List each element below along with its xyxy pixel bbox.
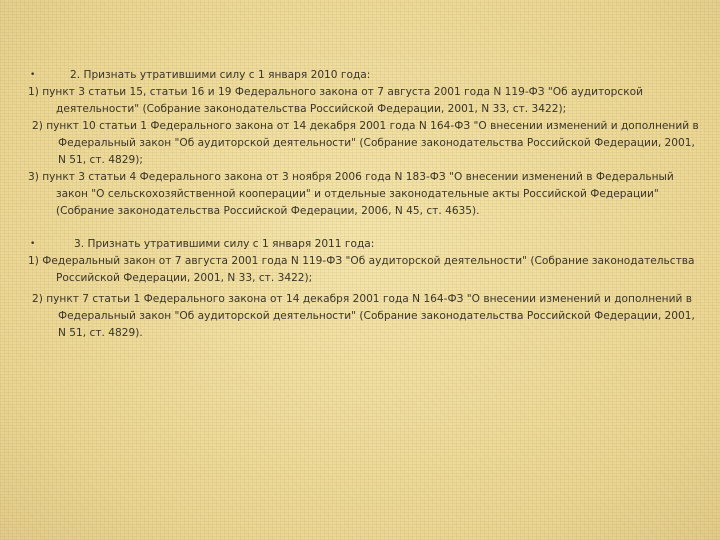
slide-body bbox=[28, 67, 700, 342]
section-heading-2011 bbox=[28, 236, 700, 253]
list-item: 3) пункт 3 статьи 4 Федерального закона от 3 ноября 2006 года N 183-ФЗ "О внесении изменений в Федеральный закон "О сельскохозяйственной кооперации" и отдельные законодательные акты Российской Федерации" (Собрание законодательства Российской Федерации, 2006, N 45, ст. 4635). bbox=[28, 171, 674, 217]
section-heading-text: 3. Признать утратившими силу с 1 января 2011 года: bbox=[74, 238, 375, 250]
list-item: 2) пункт 7 статьи 1 Федерального закона от 14 декабря 2001 года N 164-ФЗ "О внесении изменений и дополнений в Федеральный закон "Об аудиторской деятельности" (Собрание законодательства Российской Федерации, 2001, N 51, ст. 4829). bbox=[32, 293, 695, 339]
list-item: 2) пункт 10 статьи 1 Федерального закона от 14 декабря 2001 года N 164-ФЗ "О внесении изменений и дополнений в Федеральный закон "Об аудиторской деятельности" (Собрание законодательства Российской Федерации, 2001, N 51, ст. 4829); bbox=[32, 120, 699, 166]
list-item: 1) пункт 3 статьи 15, статьи 16 и 19 Федерального закона от 7 августа 2001 года N 119-ФЗ "Об аудиторской деятельности" (Собрание законодательства Российской Федерации, 2001, N 33, ст. 3422); bbox=[28, 86, 643, 115]
bullet-icon: • bbox=[30, 70, 36, 80]
list-item: 1) Федеральный закон от 7 августа 2001 года N 119-ФЗ "Об аудиторской деятельности" (Собрание законодательства Российской Федерации, 2001, N 33, ст. 3422); bbox=[28, 255, 695, 284]
section-heading-2010 bbox=[28, 67, 700, 84]
bullet-icon: • bbox=[30, 239, 36, 249]
section-heading-text: 2. Признать утратившими силу с 1 января 2010 года: bbox=[70, 69, 371, 81]
